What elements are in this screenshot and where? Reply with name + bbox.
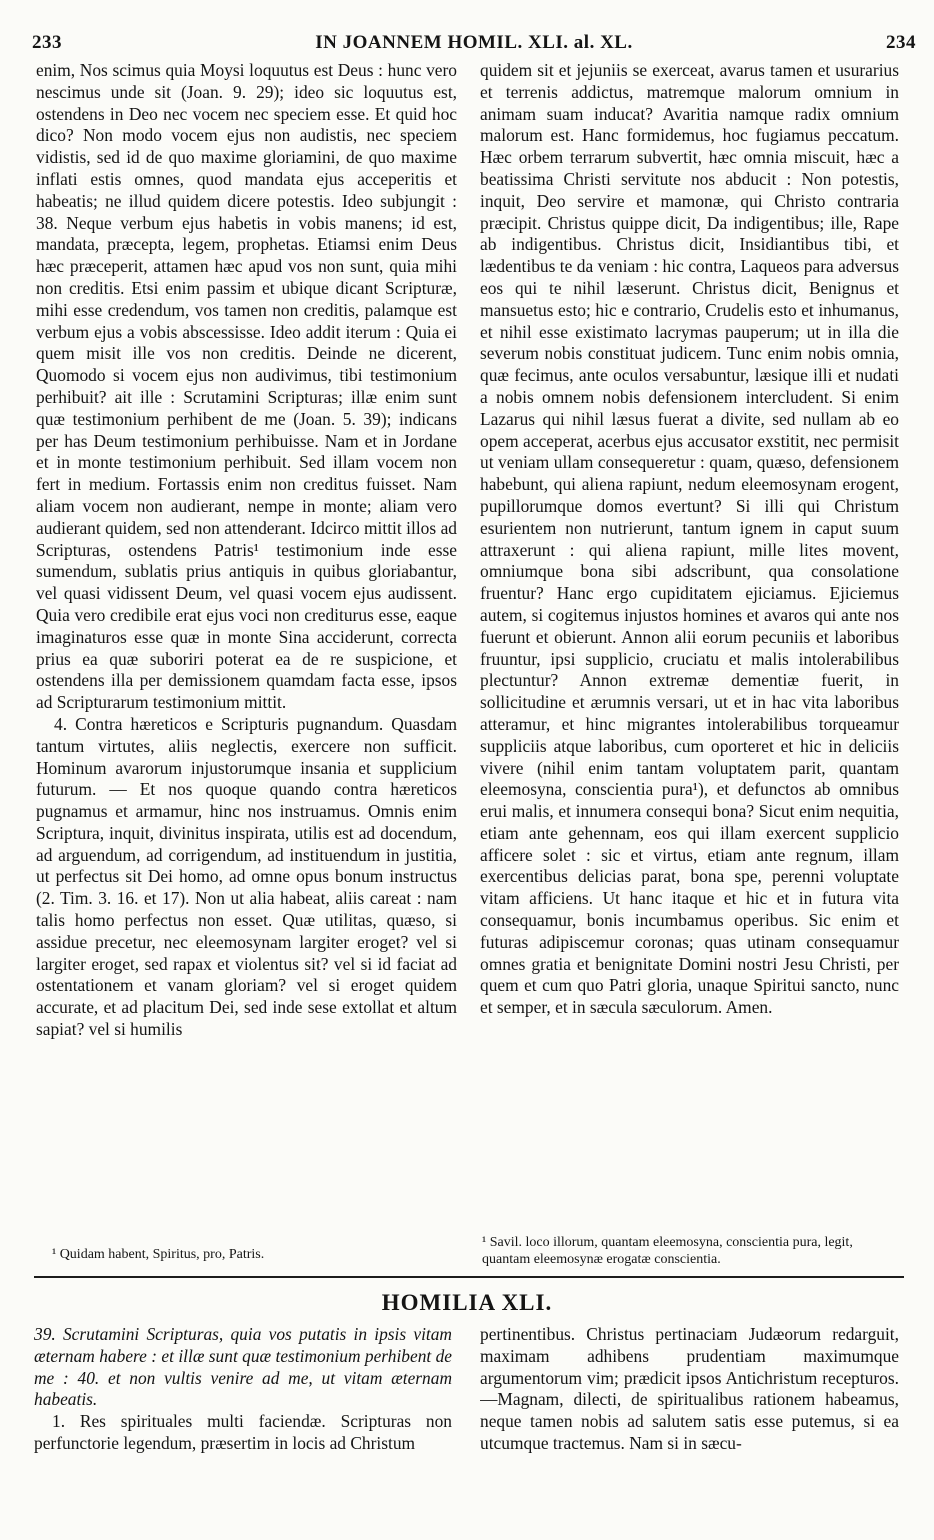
- footnote-left: ¹ Quidam habent, Spiritus, pro, Patris.: [52, 1247, 265, 1262]
- bottom-right-column: [480, 1324, 899, 1524]
- right-paragraph-1: quidem sit et jejuniis se exerceat, avarus tamen et usurarius et terrenis addictus, matremque malorum omnium in animam suam inducat? Avaritia namque radix omnium malorum est. Hanc formidemus, hoc fugiamus peccatum. Hæc orbem terrarum subvertit, hæc omnia miscuit, hæc a beatissima Christi servitute nos abducit : Non potestis, inquit, Deo servire et mamonæ, qui Christo contraria præcipit. Christus quippe dicit, Da indigentibus; ille, Rape ab indigentibus. Christus dicit, Insidiantibus tibi, et lædentibus te da veniam : hic contra, Laqueos para adversus eos qui te nihil læserunt. Christus dicit, Benignus et mansuetus esto; hic e contrario, Crudelis esto et inhumanus, et nihil esse existimato lacrymas pauperum; ut in illa die severum nobis constituat judicem. Tunc enim nobis omnia, quæ fecimus, ante oculos versabuntur, læsique illi et nudati a nobis omnem nobis defensionem intercludent. Si enim Lazarus qui nihil læsus fuerat a divite, sed nullam ab eo opem acceperat, acerbus ejus accusator exstitit, nec permisit ut veniam ullam consequeretur : quam, quæso, defensionem habebunt, qui aliena rapiunt, nedum eleemosynam erogent, pupillorumque domos evertunt? Si illi qui Christum esurientem non nutrierunt, tantum ignem in caput suum attraxerunt : qui aliena rapiunt, mille lites movent, omniumque bona sibi adscribunt, qua consolatione fruentur? Hanc ergo cupiditatem ejiciamus. Ejiciemus autem, si cogitemus injustos homines et avaros qui ante nos fuerunt et obierunt. Annon alii eorum pecuniis et laboribus fruuntur, ipsi supplicio, cruciatu et malis intolerabilibus plectuntur? Annon extremæ dementiæ fuerit, in sollicitudine et ærumnis versari, ut et in hac vita laboribus atteramur, et hinc migrantes intolerabilibus torqueamur suppliciis atque laboribus, cum oporteret et hic in deliciis vivere (nihil enim tantam voluptatem parit, quantam eleemosyna, conscientia pura¹), et defunctos ab omnibus erui malis, et innumera consequi bona? Sicut enim nequitia, etiam ante gehennam, eos qui illam exercent supplicio afficere solet : sic et virtus, etiam ante regnum, illam exercentibus delicias parat, bona spe, perenni voluptate vitam afficiens. Ut hanc itaque et hic et in futura vita consequamur, bonis incumbamus operibus. Sic enim et futuras adipiscemur coronas; quas utinam consequamur omnes gratia et benignitate Domini nostri Jesu Christi, per quem et cum quo Patri gloria, unaque Spiritui sancto, nunc et semper, et in sæcula sæculorum. Amen.: [480, 60, 899, 1018]
- bottom-right-paragraph-1: pertinentibus. Christus pertinaciam Judæorum redarguit, maximam adhibens prudentiam maximumque argumentorum vim; prædicit ipsos Antichristum recepturos.—Magnam, dilecti, de spiritualibus rationem habeamus, neque tamen nobis ad salutem satis esse putemus, si ea utcumque tractemus. Nam si in sæcu-: [480, 1324, 899, 1453]
- bottom-left-paragraph-1: 39. Scrutamini Scripturas, quia vos putatis in ipsis vitam æternam habere : et illæ sunt quæ testimonium perhibent de me : 40. et non vultis venire ad me, ut vitam æternam habeatis.: [34, 1324, 452, 1410]
- left-paragraph-1: enim, Nos scimus quia Moysi loquutus est Deus : hunc vero nescimus unde sit (Joan. 9. 29); ideo sic loquutus est, ostendens in Deo nec vocem nec speciem esse. Et quid hoc dico? Non modo vocem ejus non audistis, nec speciem vidistis, sed id de quo maxime gloriamini, de quo maxime inflati estis omnes, quod mandata ejus acceperitis et habeatis; ne illud quidem dicere potestis. Ideo subjungit : 38. Neque verbum ejus habetis in vobis manens; id est, mandata, præcepta, legem, prophetas. Etiamsi enim Deus hæc præceperit, attamen hæc apud vos non sunt, quia mihi non creditis. Etsi enim passim et ubique dicant Scripturæ, mihi esse credendum, vos tamen non creditis, palamque est verbum ejus a vobis abscessisse. Ideo addit iterum : Quia ei quem misit ille vos non creditis. Deinde ne dicerent, Quomodo si vocem ejus non audivimus, tibi testimonium perhibuit? ait ille : Scrutamini Scripturas; illæ enim sunt quæ testimonium perhibent de me (Joan. 5. 39); indicans per has Deum testimonium perhibuisse. Nam et in Jordane et in monte testimonium perhibuit. Sed illam vocem non fert in medium. Fortassis enim non creditus fuisset. Nam aliam vocem non audierant, nempe in monte; aliam vero audierant quidem, sed non attenderant. Idcirco mittit illos ad Scripturas, ostendens Patris¹ testimonium inde esse sumendum, sublatis prius antiquis in quibus gloriabantur, vel quasi vidissent Deum, vel quasi vocem ejus audissent. Quia vero credibile erat ejus voci non crediturus esse, eaque imaginaturos esse quæ in monte Sina acciderunt, correcta prius ea quæ suboriri poterat ea de re suspicione, et ostendens illa per demissionem quamdam facta esse, ipsos ad Scripturarum testimonium mittit.: [36, 60, 457, 713]
- footnote-right: ¹ Savil. loco illorum, quantam eleemosyna, conscientia pura, legit, quantam eleemosynæ erogatæ conscientia.: [482, 1235, 853, 1267]
- section-divider: [34, 1276, 904, 1278]
- right-column: [480, 60, 899, 1230]
- left-column: [36, 60, 457, 1230]
- bottom-left-column: [34, 1324, 452, 1524]
- running-title: IN JOANNEM HOMIL. XLI. al. XL.: [315, 32, 633, 53]
- running-header: [32, 32, 916, 60]
- bottom-left-paragraph-2: 1. Res spirituales multi faciendæ. Scripturas non perfunctorie legendum, præsertim in locis ad Christum: [34, 1411, 452, 1453]
- homily-title: HOMILIA XLI.: [381, 1290, 553, 1315]
- page-number-left: 233: [32, 32, 62, 53]
- page-number-right: 234: [886, 32, 916, 53]
- left-paragraph-2: 4. Contra hæreticos e Scripturis pugnandum. Quasdam tantum virtutes, aliis neglectis, exercere non sufficit. Hominum avarorum injustorumque insania et supplicium futurum. — Et nos quoque quando contra hæreticos pugnamus et armamur, hinc nos instruamus. Omnis enim Scriptura, inquit, divinitus inspirata, utilis est ad docendum, ad arguendum, ad corrigendum, ad instituendum in justitia, ut perfectus sit Dei homo, ad omne opus bonum instructus (2. Tim. 3. 16. et 17). Non ut alia habeat, aliis careat : nam talis homo perfectus non esset. Quæ utilitas, quæso, si assidue precetur, nec eleemosynam largiter eroget? vel si largiter eroget, sed rapax et violentus sit? vel si id faciat ad ostentationem et vanam gloriam? vel si eroget quidem accurate, et ad placitum Dei, sed inde sese extollat et altum sapiat? vel si humilis: [36, 713, 457, 1040]
